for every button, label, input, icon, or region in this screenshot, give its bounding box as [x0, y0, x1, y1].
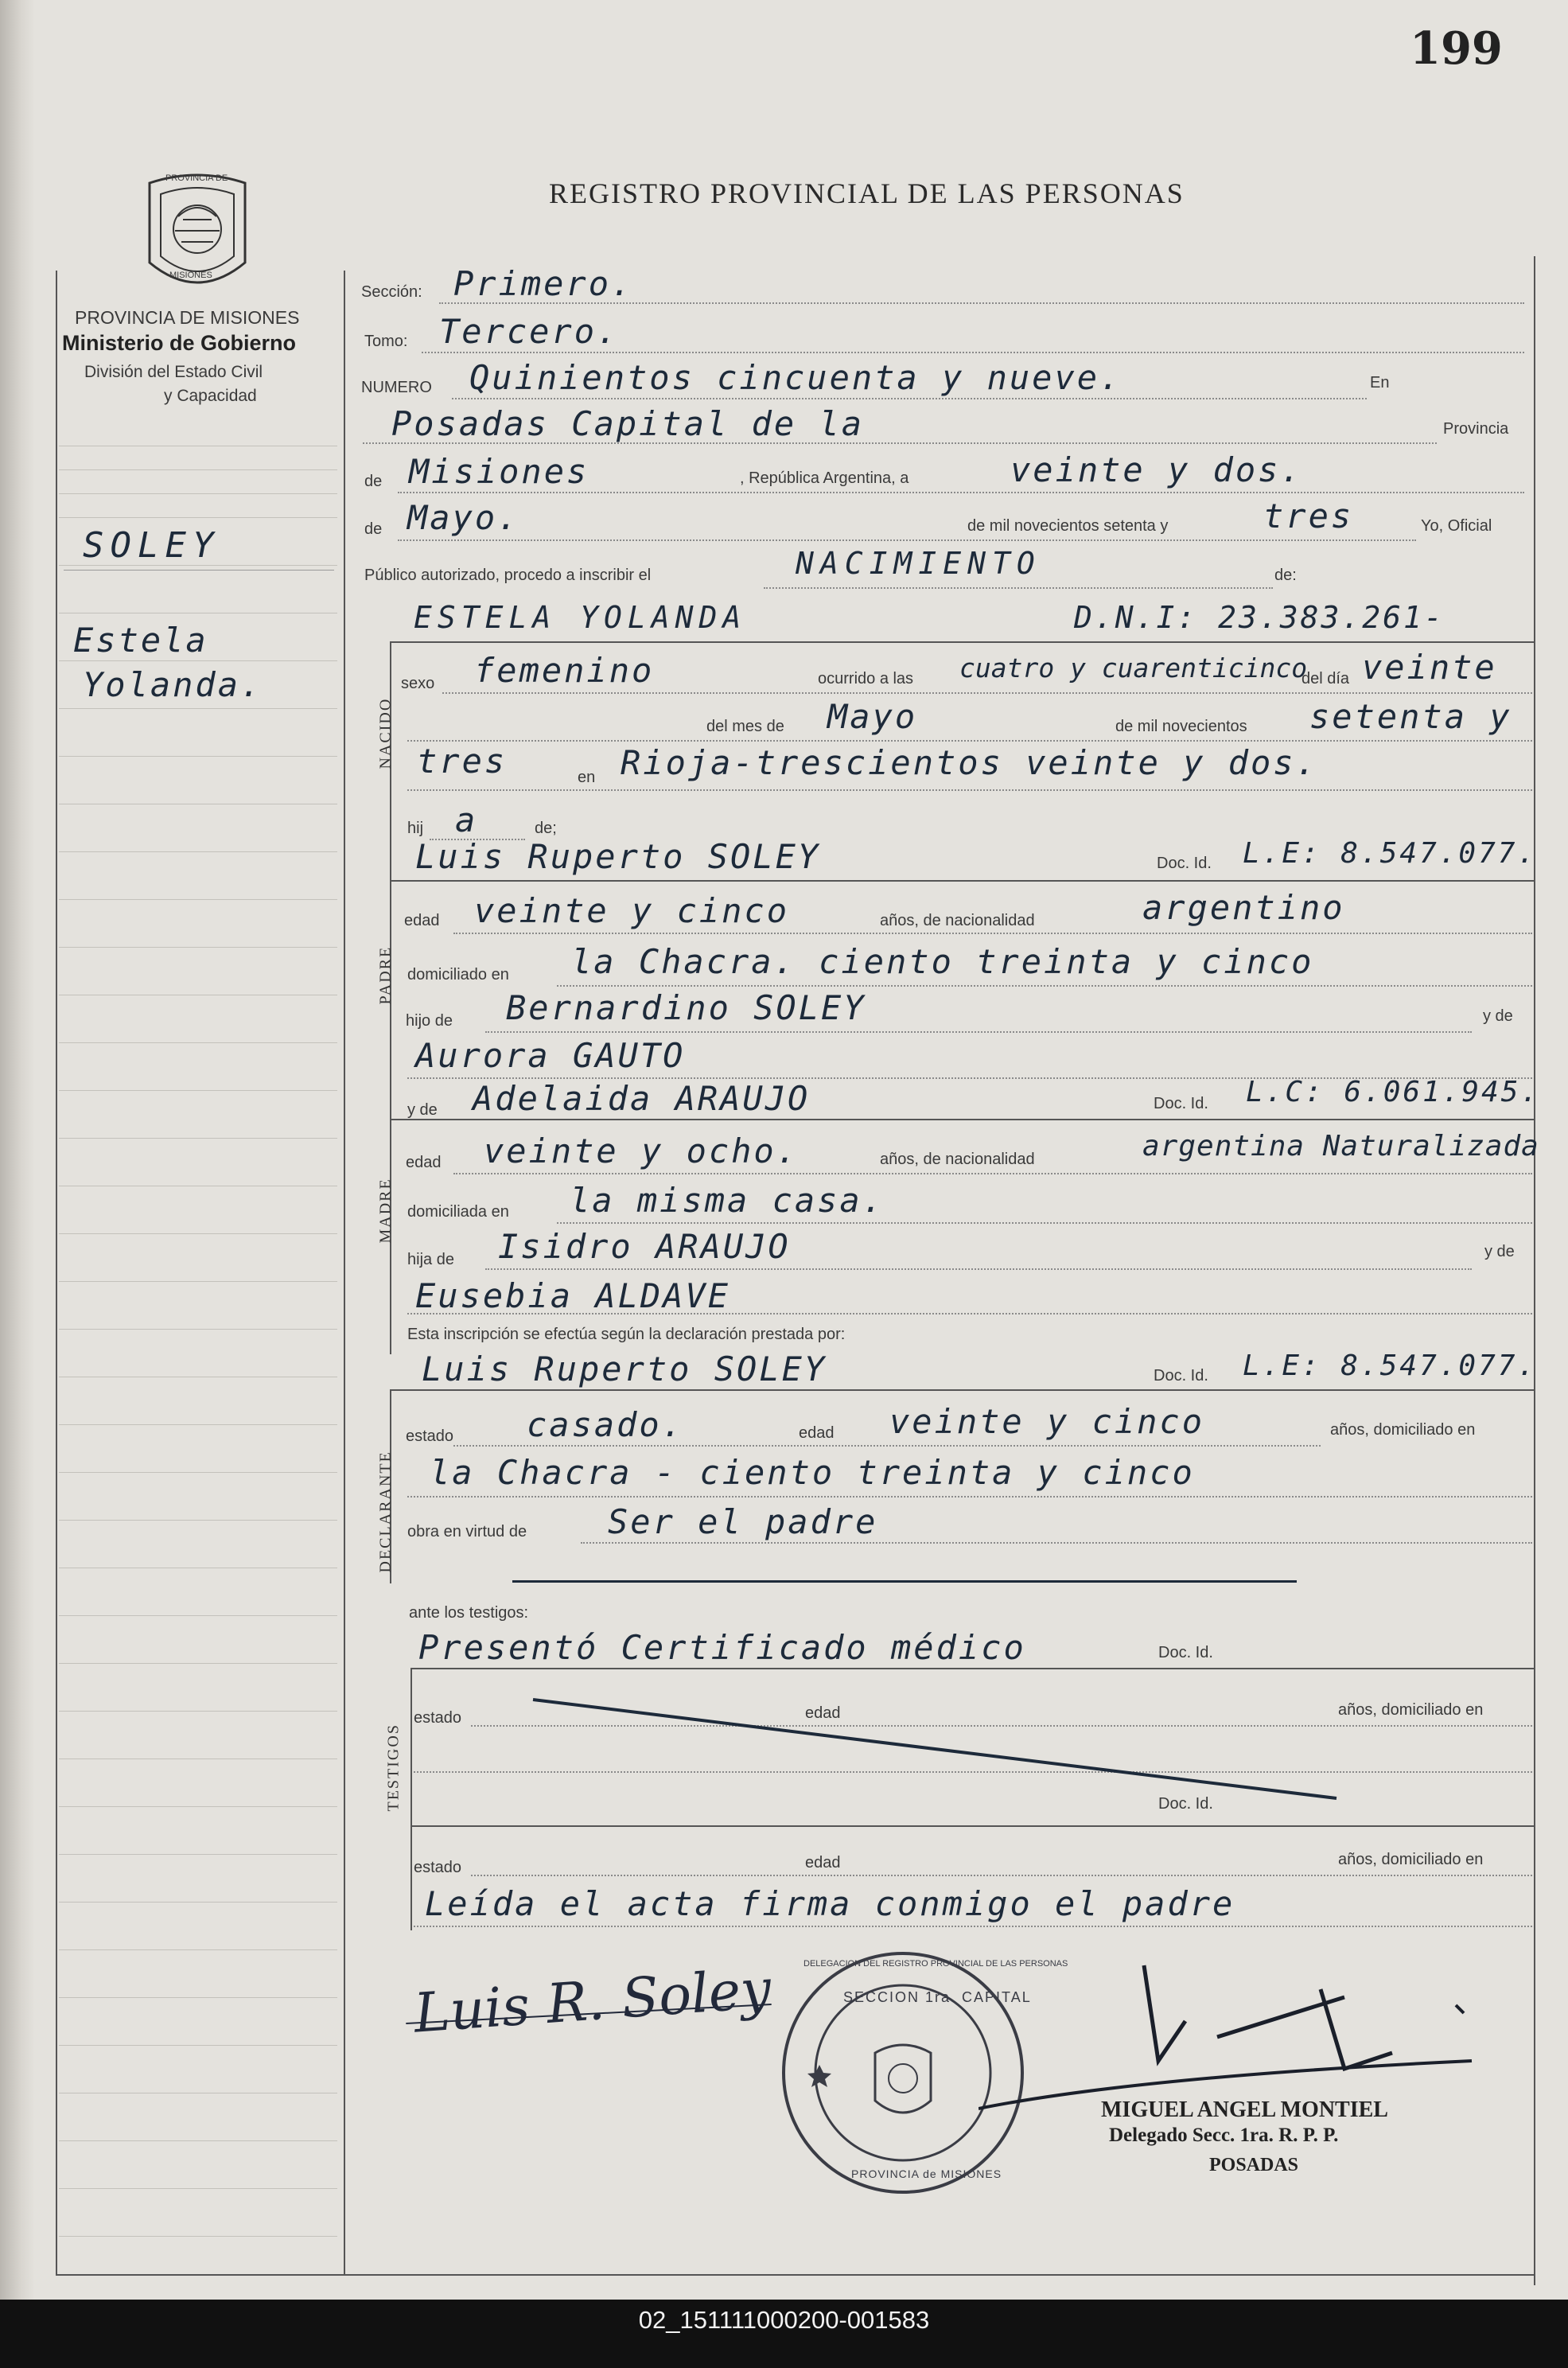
void-diagonal-stroke: [525, 1695, 1344, 1806]
side-label-testigos: TESTIGOS: [384, 1723, 403, 1812]
value-madre-nacionalidad: argentina Naturalizada: [1142, 1130, 1539, 1163]
label-esta-inscripcion: Esta inscripción se efectúa según la declaración prestada por:: [407, 1326, 846, 1343]
left-frame-line: [56, 271, 57, 2276]
label-ante-testigos: ante los testigos:: [409, 1604, 529, 1622]
value-declarante-domicilio: la Chacra - ciento treinta y cinco: [430, 1453, 1195, 1492]
value-anio-nac-1: setenta y: [1309, 697, 1512, 736]
label-padre-edad: edad: [404, 912, 440, 929]
label-testigos-edad-2: edad: [805, 1854, 841, 1871]
value-madre-y-de: Eusebia ALDAVE: [415, 1276, 731, 1315]
label-declarante-edad: edad: [799, 1424, 835, 1442]
label-padre-anos: años, de nacionalidad: [880, 912, 1035, 929]
value-mes: Mayo.: [407, 498, 520, 537]
label-numero: NUMERO: [361, 379, 432, 396]
label-padre-hijo-de: hijo de: [406, 1012, 453, 1030]
seal-text-bottom: MISIONES: [169, 271, 212, 280]
label-del-mes: del mes de: [706, 718, 784, 735]
image-id-footer: 02_151111000200-001583: [0, 2300, 1568, 2368]
value-madre-hija-de: Isidro ARAUJO: [498, 1227, 791, 1266]
document-title: REGISTRO PROVINCIAL DE LAS PERSONAS: [549, 177, 1185, 209]
value-padre-nacionalidad: argentino: [1142, 888, 1345, 927]
value-dia: veinte y dos.: [1010, 450, 1303, 489]
label-de-mil-nov: de mil novecientos: [1115, 718, 1247, 735]
stamp-ring-text: SECCION 1ra. CAPITAL: [843, 1989, 1032, 2005]
value-padre-domicilio: la Chacra. ciento treinta y cinco: [571, 942, 1314, 981]
label-testigos-estado-2: estado: [414, 1859, 462, 1876]
seal-text-top: PROVINCIA DE: [165, 173, 228, 183]
value-nacido-nombre: ESTELA YOLANDA: [414, 600, 747, 635]
value-anio-nac-2: tres: [417, 742, 508, 781]
label-en: En: [1370, 374, 1390, 391]
value-declarante-obra: Ser el padre: [608, 1502, 878, 1541]
value-sexo: femenino: [474, 651, 655, 690]
ministry-name: Ministerio de Gobierno: [62, 331, 297, 355]
value-nota-final: Leída el acta firma conmigo el padre: [425, 1884, 1235, 1923]
label-de-hij: de;: [535, 820, 557, 837]
label-testigos-doc-1: Doc. Id.: [1158, 1644, 1213, 1661]
label-declarante-doc: Doc. Id.: [1154, 1367, 1208, 1385]
province-name: PROVINCIA DE MISIONES: [75, 307, 300, 328]
label-declarante-estado: estado: [406, 1427, 454, 1445]
label-testigos-anos-2: años, domiciliado en: [1338, 1851, 1484, 1868]
value-declarante-edad: veinte y cinco: [889, 1402, 1205, 1441]
label-en-nac: en: [578, 769, 596, 786]
label-de-mes: de: [364, 520, 383, 538]
side-label-padre: PADRE: [376, 945, 395, 1005]
label-madre-edad: edad: [406, 1154, 442, 1171]
book-binding: [0, 0, 35, 2300]
value-madre-domicilio: la misma casa.: [570, 1181, 885, 1220]
value-madre-doc: L.C: 6.061.945.: [1246, 1076, 1541, 1108]
margin-given-1: Estela: [73, 621, 208, 660]
label-yo-oficial: Yo, Oficial: [1421, 517, 1492, 535]
value-hij-suffix: a: [455, 800, 478, 839]
value-tomo: Tercero.: [439, 312, 620, 351]
label-declarante-anos: años, domiciliado en: [1330, 1421, 1476, 1439]
value-numero: Quinientos cincuenta y nueve.: [469, 358, 1123, 397]
value-lugar-nac: Rioja-trescientos veinte y dos.: [621, 743, 1318, 782]
label-hij: hij: [407, 820, 424, 837]
label-testigos-anos-1: años, domiciliado en: [1338, 1701, 1484, 1719]
label-de-prov: de: [364, 473, 383, 490]
value-padre-doc: L.E: 8.547.077.: [1243, 837, 1538, 870]
margin-divider-line: [344, 271, 345, 2276]
label-madre-hija-de: hija de: [407, 1251, 454, 1268]
label-obra: obra en virtud de: [407, 1523, 527, 1540]
label-publico: Público autorizado, procedo a inscribir el: [364, 567, 652, 584]
label-mil-novecientos: de mil novecientos setenta y: [967, 517, 1169, 535]
label-padre-y-de: y de: [1483, 1007, 1513, 1025]
value-padre-edad: veinte y cinco: [474, 891, 790, 930]
label-sexo: sexo: [401, 675, 435, 692]
label-de-acto: de:: [1274, 567, 1297, 584]
right-frame-line: [1534, 256, 1535, 2285]
label-del-dia: del día: [1301, 670, 1350, 687]
officer-name: MIGUEL ANGEL MONTIEL: [1101, 2097, 1388, 2122]
value-lugar: Posadas Capital de la: [391, 404, 865, 443]
label-padre-domiciliado: domiciliado en: [407, 966, 509, 983]
label-testigos-doc-2: Doc. Id.: [1158, 1795, 1213, 1813]
label-padre-doc: Doc. Id.: [1157, 855, 1212, 872]
label-testigos-estado-1: estado: [414, 1709, 462, 1727]
margin-surname: SOLEY: [83, 525, 220, 566]
page-number: 199: [1410, 22, 1503, 75]
cancel-stroke-line: [512, 1580, 1297, 1583]
label-madre-domiciliada: domiciliada en: [407, 1203, 509, 1221]
label-madre-y-de: y de: [407, 1101, 438, 1119]
value-padre-y-de: Aurora GAUTO: [415, 1036, 686, 1075]
officer-role: Delegado Secc. 1ra. R. P. P.: [1109, 2125, 1339, 2146]
value-declarante-doc: L.E: 8.547.077.: [1243, 1350, 1538, 1382]
value-testigos-1: Presentó Certificado médico: [418, 1628, 1026, 1667]
value-declarante-estado: casado.: [527, 1405, 685, 1444]
label-seccion: Sección:: [361, 283, 422, 301]
label-ocurrido: ocurrido a las: [818, 670, 914, 687]
side-label-madre: MADRE: [376, 1178, 395, 1244]
label-tomo: Tomo:: [364, 333, 408, 350]
stamp-bottom-text: PROVINCIA de MISIONES: [851, 2167, 1002, 2180]
value-declarante-nombre: Luis Ruperto SOLEY: [422, 1350, 827, 1388]
value-padre-hijo-de: Bernardino SOLEY: [506, 988, 866, 1027]
officer-city: POSADAS: [1209, 2155, 1299, 2175]
value-madre-edad: veinte y ocho.: [484, 1131, 800, 1170]
side-label-nacido: NACIDO: [376, 697, 395, 769]
label-republica: , República Argentina, a: [740, 469, 909, 487]
declarant-signature: Luis R. Soley: [411, 1957, 773, 2046]
margin-given-2: Yolanda.: [83, 665, 263, 704]
label-madre-y-de-2: y de: [1484, 1243, 1515, 1260]
value-padre-nombre: Luis Ruperto SOLEY: [415, 837, 821, 876]
stamp-outer-text: DELEGACION DEL REGISTRO PROVINCIAL DE LAS PERSONAS: [803, 1959, 1068, 1969]
bottom-frame-line: [56, 2274, 1535, 2276]
label-provincia: Provincia: [1443, 420, 1509, 438]
value-madre-nombre: Adelaida ARAUJO: [473, 1079, 811, 1118]
label-madre-doc: Doc. Id.: [1154, 1095, 1208, 1112]
label-testigos-edad-1: edad: [805, 1704, 841, 1722]
value-dni: D.N.I: 23.383.261-: [1074, 600, 1445, 635]
division-line-1: División del Estado Civil: [84, 363, 263, 381]
province-seal-icon: [134, 167, 261, 302]
side-label-declarante: DECLARANTE: [376, 1451, 395, 1573]
label-madre-anos: años, de nacionalidad: [880, 1151, 1035, 1168]
division-line-2: y Capacidad: [164, 387, 257, 405]
value-acto: NACIMIENTO: [796, 546, 1041, 581]
value-dia-nac: veinte: [1362, 648, 1497, 687]
value-provincia: Misiones: [409, 452, 589, 491]
value-hora: cuatro y cuarenticinco: [959, 652, 1308, 684]
value-mes-nac: Mayo: [827, 697, 918, 736]
value-anio: tres: [1263, 497, 1354, 536]
value-seccion: Primero.: [453, 264, 634, 303]
